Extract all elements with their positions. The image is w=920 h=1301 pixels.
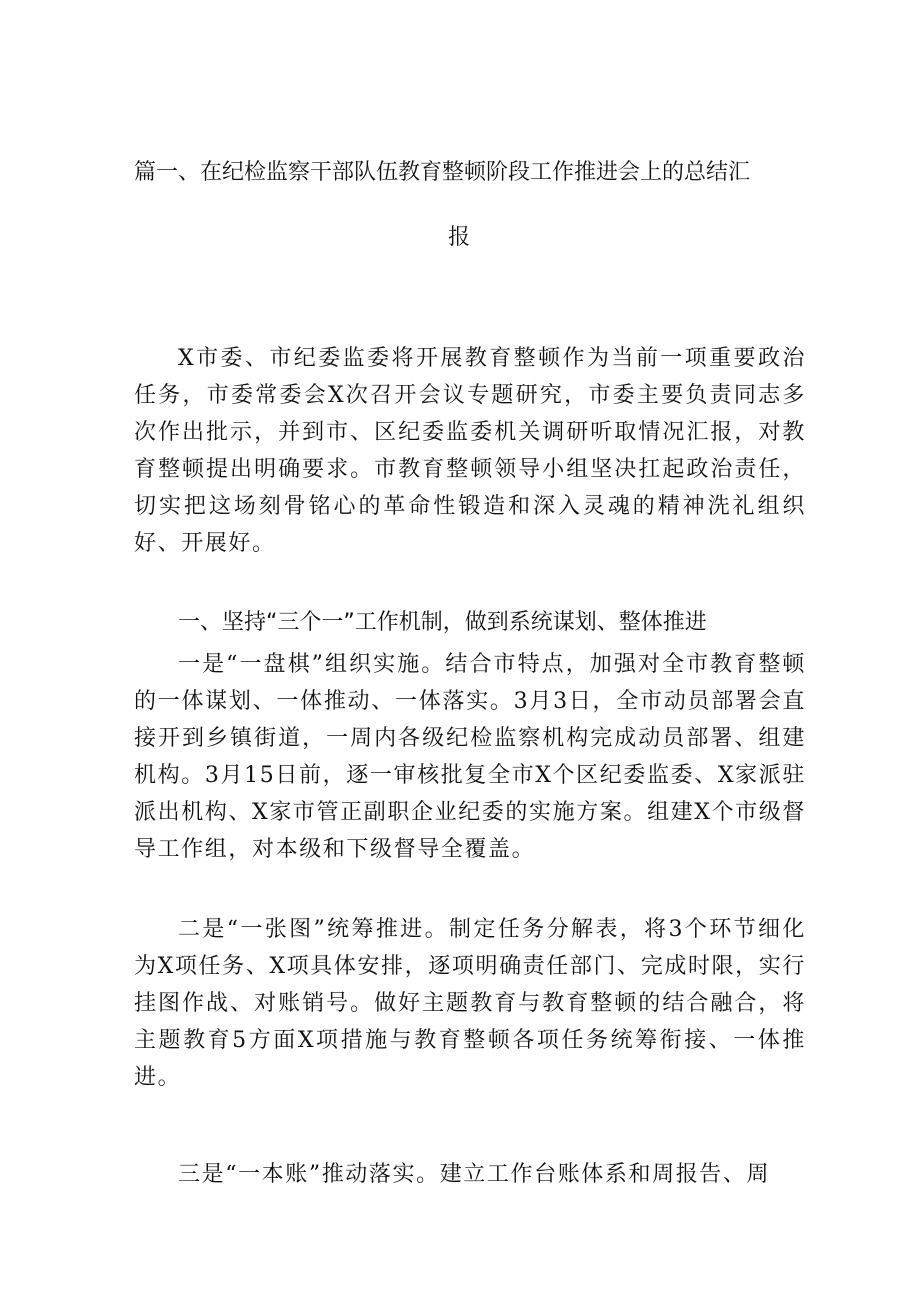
section-heading: 一、坚持“三个一”工作机制，做到系统谋划、整体推进	[178, 610, 707, 635]
section-paragraph-3: 三是“一本账”推动落实。建立工作台账体系和周报告、周	[178, 1162, 771, 1187]
section-paragraph-2: 二是“一张图”统筹推进。制定任务分解表，将3个环节细化为X项任务、X项具体安排，逐项明确责任部门、完成时限，实行挂图作战、对账销号。做好主题教育与教育整顿的结合融合，将主题教育5方面X项措施与教育整顿各项任务统筹衔接、一体推进。	[134, 917, 806, 1090]
document-title-continued: 报	[448, 225, 471, 250]
document-title: 篇一、在纪检监察干部队伍教育整顿阶段工作推进会上的总结汇	[134, 160, 751, 185]
section-paragraph-1: 一是“一盘棋”组织实施。结合市特点，加强对全市教育整顿的一体谋划、一体推动、一体落实。3月3日，全市动员部署会直接开到乡镇街道，一周内各级纪检监察机构完成动员部署、组建机构。3月15日前，逐一审核批复全市X个区纪委监委、X家派驻派出机构、X家市管正副职企业纪委的实施方案。组建X个市级督导工作组，对本级和下级督导全覆盖。	[134, 652, 806, 862]
intro-paragraph: X市委、市纪委监委将开展教育整顿作为当前一项重要政治任务，市委常委会X次召开会议专题研究，市委主要负责同志多次作出批示，并到市、区纪委监委机关调研听取情况汇报，对教育整顿提出明确要求。市教育整顿领导小组坚决扛起政治责任，切实把这场刻骨铭心的革命性锻造和深入灵魂的精神洗礼组织好、开展好。	[134, 346, 806, 556]
